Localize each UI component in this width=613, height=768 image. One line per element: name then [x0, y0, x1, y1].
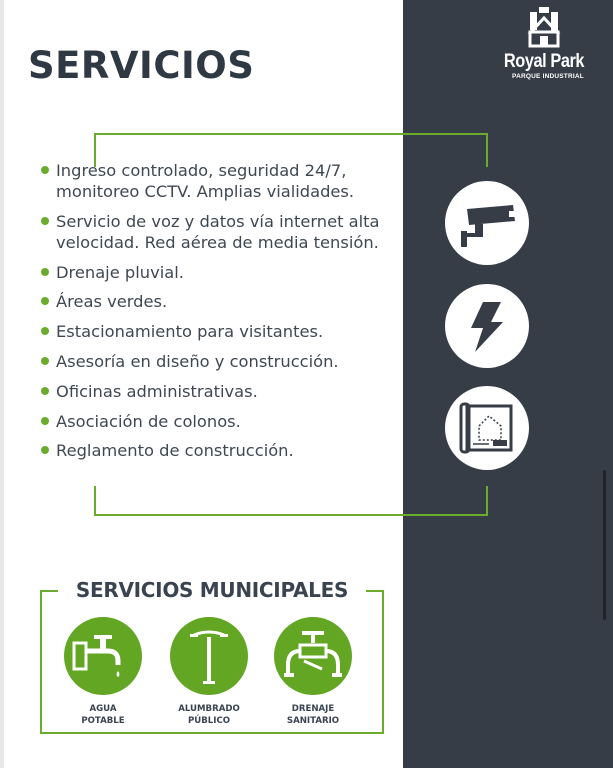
electricity-badge: [445, 284, 529, 368]
security-camera-badge: [445, 181, 529, 265]
bullet-icon: [41, 297, 49, 305]
list-item: Ingreso controlado, seguridad 24/7, monitoreo CCTV. Amplias vialidades.: [40, 160, 400, 202]
bullet-icon: [41, 357, 49, 365]
municipal-services-title: SERVICIOS MUNICIPALES: [75, 578, 349, 602]
bullet-icon: [41, 166, 49, 174]
blueprint-badge: [445, 386, 529, 470]
list-item: Asesoría en diseño y construcción.: [40, 351, 400, 372]
street-lamp-icon: [170, 617, 248, 695]
drainage-badge: [274, 617, 352, 695]
lightning-bolt-icon: [445, 284, 529, 368]
municipal-item-label: ALUMBRADO PÚBLICO: [178, 704, 240, 726]
cctv-camera-icon: [445, 181, 529, 265]
list-item: Estacionamiento para visitantes.: [40, 321, 400, 342]
blueprint-plan-icon: [445, 386, 529, 470]
services-list: [40, 160, 400, 470]
water-faucet-icon: [64, 617, 142, 695]
municipal-item-label: DRENAJE SANITARIO: [286, 704, 340, 726]
lighting-badge: [170, 617, 248, 695]
municipal-item-label: AGUA POTABLE: [81, 704, 125, 726]
list-item: Asociación de colonos.: [40, 411, 400, 432]
page-left-edge: [0, 0, 4, 768]
bullet-icon: [41, 417, 49, 425]
water-badge: [64, 617, 142, 695]
royal-park-logo: [492, 6, 596, 86]
dark-side-panel: [403, 0, 613, 768]
list-item: Servicio de voz y datos vía internet alta velocidad. Red aérea de media tensión.: [40, 211, 400, 253]
drainage-pipe-icon: [274, 617, 352, 695]
building-logo-icon: [527, 6, 561, 50]
services-bracket-bottom: [94, 486, 488, 516]
logo-subtitle: PARQUE INDUSTRIAL: [512, 73, 584, 80]
bullet-icon: [41, 387, 49, 395]
bullet-icon: [41, 327, 49, 335]
list-item: Drenaje pluvial.: [40, 262, 400, 283]
logo-name: Royal Park: [503, 51, 585, 72]
scrollbar[interactable]: [603, 470, 606, 620]
list-item: Reglamento de construcción.: [40, 440, 400, 461]
list-item: Áreas verdes.: [40, 291, 400, 312]
list-item: Oficinas administrativas.: [40, 381, 400, 402]
bullet-icon: [41, 446, 49, 454]
bullet-icon: [41, 217, 49, 225]
page-title: SERVICIOS: [28, 44, 255, 87]
bullet-icon: [41, 268, 49, 276]
